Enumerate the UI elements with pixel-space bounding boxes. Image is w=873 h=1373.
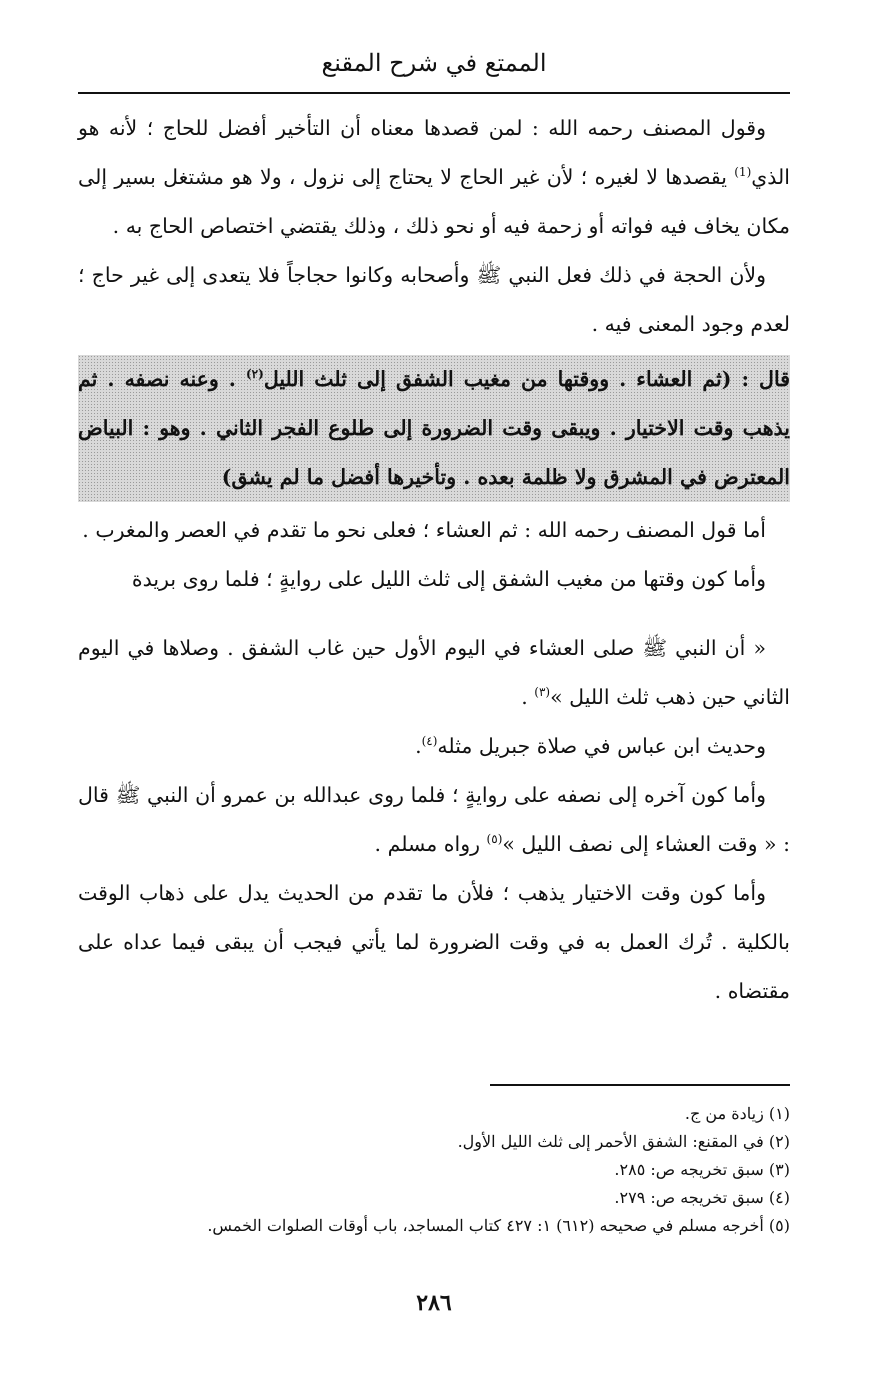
main-text — [78, 104, 790, 1016]
paragraph-2: ولأن الحجة في ذلك فعل النبي ﷺ وأصحابه وكانوا حجاجاً فلا يتعدى إلى غير حاج ؛ لعدم وجود المعنى فيه . — [78, 263, 790, 336]
footnote-5: (٥) أخرجه مسلم في صحيحه (٦١٢) ١: ٤٢٧ كتاب المساجد، باب أوقات الصلوات الخمس. — [207, 1216, 790, 1235]
header-rule — [78, 92, 790, 94]
paragraph-3: أما قول المصنف رحمه الله : ثم العشاء ؛ فعلى نحو ما تقدم في العصر والمغرب . — [82, 518, 766, 542]
paragraph-1-text: وقول المصنف رحمه الله : لمن قصدها معناه أن التأخير أفضل للحاج ؛ لأنه هو الذي — [78, 116, 790, 189]
matn-text: قال : (ثم العشاء . ووقتها من مغيب الشفق إلى ثلث الليل — [263, 367, 790, 391]
footnote-ref-2[interactable]: (٢) — [245, 367, 264, 382]
page-number: ٢٨٦ — [416, 1290, 452, 1316]
footnote-rule — [490, 1084, 790, 1086]
matn-text-cont: . وعنه نصفه . ثم يذهب وقت الاختيار . ويبقى وقت الضرورة إلى طلوع الفجر الثاني . وهو : البياض المعترض في المشرق ولا ظلمة بعده . وتأخيرها أفضل ما لم يشق) — [78, 367, 790, 489]
matn-block — [78, 355, 790, 502]
footnote-ref-3[interactable]: (٣) — [534, 685, 551, 700]
hadith-text-end: . — [521, 685, 535, 709]
hadith-text: « أن النبي ﷺ صلى العشاء في اليوم الأول حين غاب الشفق . وصلاها في اليوم الثاني حين ذهب ثلث الليل » — [78, 636, 790, 709]
spacer — [78, 604, 790, 624]
paragraph-7 — [78, 771, 790, 869]
footnote-2: (٢) في المقنع: الشفق الأحمر إلى ثلث الليل الأول. — [457, 1132, 790, 1151]
paragraph-6 — [78, 722, 790, 771]
footnote-4: (٤) سبق تخريجه ص: ٢٧٩. — [614, 1188, 790, 1207]
paragraph-4: وأما كون وقتها من مغيب الشفق إلى ثلث الليل على روايةٍ ؛ فلما روى بريدة — [131, 567, 766, 591]
paragraph-5-hadith — [78, 624, 790, 722]
footnote-ref-4[interactable]: (٤) — [421, 734, 438, 749]
footnote-ref-5[interactable]: (٥) — [486, 832, 503, 847]
footnote-ref-1[interactable]: (1) — [734, 165, 752, 180]
paragraph-8: وأما كون وقت الاختيار يذهب ؛ فلأن ما تقدم من الحديث يدل على ذهاب الوقت بالكلية . تُرك العمل به في وقت الضرورة لما يأتي فيجب أن يبقى فيما عداه على مقتضاه . — [78, 881, 790, 1003]
paragraph-7-end: رواه مسلم . — [374, 832, 487, 856]
footnote-1: (١) زيادة من ج. — [684, 1104, 790, 1123]
paragraph-6-end: . — [415, 734, 422, 758]
paragraph-1 — [78, 104, 790, 251]
running-title: الممتع في شرح المقنع — [321, 49, 547, 77]
paragraph-6-text: وحديث ابن عباس في صلاة جبريل مثله — [437, 734, 766, 758]
paragraph-1-text-cont: يقصدها لا لغيره ؛ لأن غير الحاج لا يحتاج إلى نزول ، ولا هو مشتغل بسير إلى مكان يخاف فيه فواته أو زحمة فيه أو نحو ذلك ، وذلك يقتضي اختصاص الحاج به . — [78, 165, 790, 238]
footnote-3: (٣) سبق تخريجه ص: ٢٨٥. — [614, 1160, 790, 1179]
paragraph-7-text: وأما كون آخره إلى نصفه على روايةٍ ؛ فلما روى عبدالله بن عمرو أن النبي ﷺ قال : « وقت العشاء إلى نصف الليل » — [78, 783, 790, 856]
footnotes — [78, 1100, 790, 1240]
